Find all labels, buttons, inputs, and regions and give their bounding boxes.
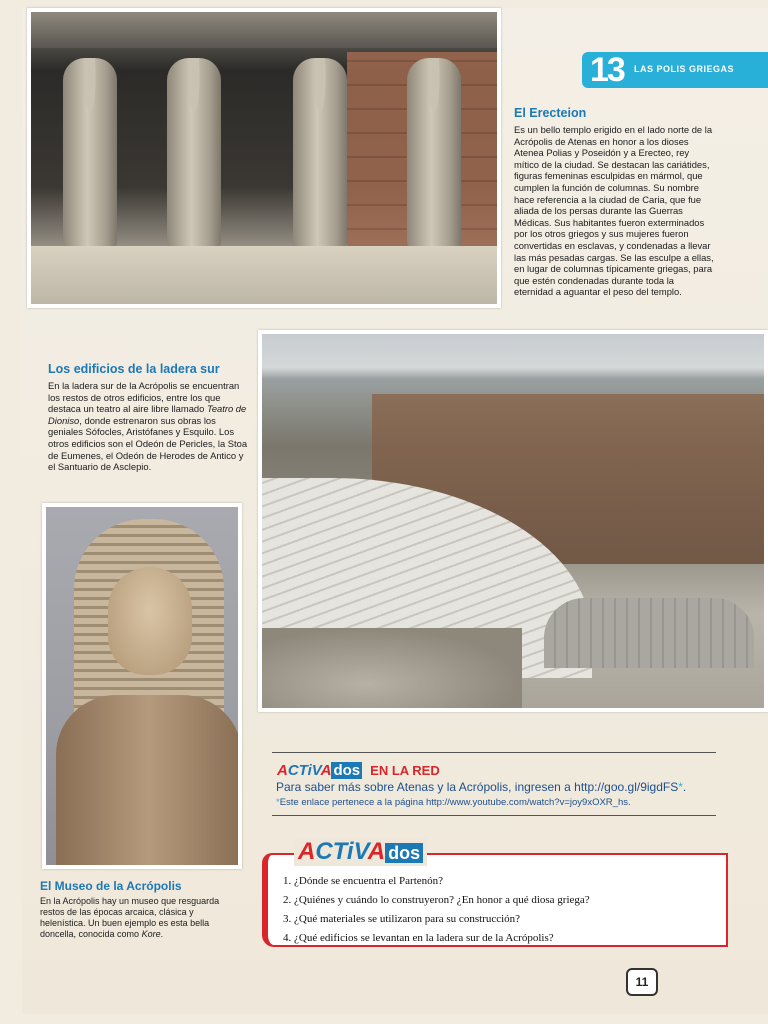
en-la-red-label: EN LA RED [370, 763, 440, 778]
question-item: 3. ¿Qué materiales se utilizaron para su construcción? [283, 913, 521, 925]
ladera-sur-body [48, 380, 250, 473]
ladera-sur-title: Los edificios de la ladera sur [48, 362, 220, 376]
question-item: 2. ¿Quiénes y cuándo lo construyeron? ¿En honor a qué diosa griega? [283, 894, 590, 906]
museo-body-part: . [160, 929, 164, 939]
en-la-red-heading [277, 762, 440, 779]
teatro-dioniso-italic: Teatro de Dioniso [48, 403, 247, 426]
theatre-photo [258, 330, 768, 712]
kore-photo [42, 503, 242, 869]
top-rule [272, 752, 716, 753]
en-la-red-link-line[interactable]: Para saber más sobre Atenas y la Acrópolis, ingresen a http://goo.gl/9igdFS*. [276, 780, 687, 794]
museo-title: El Museo de la Acrópolis [40, 879, 182, 893]
activados-logo: ACTiVA dos [294, 838, 427, 866]
en-la-red-note: *Este enlace pertenece a la página http://www.youtube.com/watch?v=joy9xOXR_hs. [276, 797, 631, 808]
kore-italic: Kore [141, 929, 161, 939]
activados-logo-small: ACTiVA dos [277, 762, 361, 779]
question-item: 4. ¿Qué edificios se levantan en la ladera sur de la Acrópolis? [283, 932, 554, 944]
erecteion-photo [27, 8, 501, 308]
ladera-sur-body-part: , donde estrenaron sus obras los geniales Sófocles, Aristófanes y Esquilo. Los otros edificios son el Odeón de Pericles, la Stoa de Eumenes, el Odeón de Herodes de Antico y el Santuario de Asclepio. [48, 414, 248, 473]
erecteion-body: Es un bello templo erigido en el lado norte de la Acrópolis de Atenas en honor a los dioses Atenea Polias y Poseidón y a Erecteo, rey mítico de la ciudad. Se destacan las cariátides, figuras femeninas esculpidas en mármol, que cumplen la función de columnas. Su nombre hace referencia a la ciudad de Caria, que fue aliada de los persas durante las Guerras Médicas. Sus habitantes fueron exterminados por los otros griegos y sus mujeres fueron convertidas en esclavas, y condenadas a llevar las más pesadas cargas. Se las esculpe a ellas, en lugar de columnas típicamente griegas, para que estén condenadas durante toda la eternidad a aguantar el peso del templo. [514, 124, 714, 298]
chapter-label: LAS POLIS GRIEGAS [634, 64, 735, 74]
ladera-sur-body-part: En la ladera sur de la Acrópolis se encuentran los restos de otros edificios, entre los que destaca un teatro al aire libre llamado [48, 380, 240, 415]
chapter-badge [582, 52, 768, 88]
questions-list [283, 872, 590, 948]
museo-body-part: En la Acrópolis hay un museo que resguarda restos de las épocas arcaica, clásica y helenística. Un buen ejemplo es esta bella doncella, conocida como [40, 896, 220, 939]
page-number: 11 [626, 968, 658, 996]
bottom-rule [272, 815, 716, 816]
question-item: 1. ¿Dónde se encuentra el Partenón? [283, 875, 444, 887]
chapter-number: 13 [590, 51, 624, 89]
erecteion-title: El Erecteion [514, 106, 587, 120]
museo-body [40, 896, 230, 940]
